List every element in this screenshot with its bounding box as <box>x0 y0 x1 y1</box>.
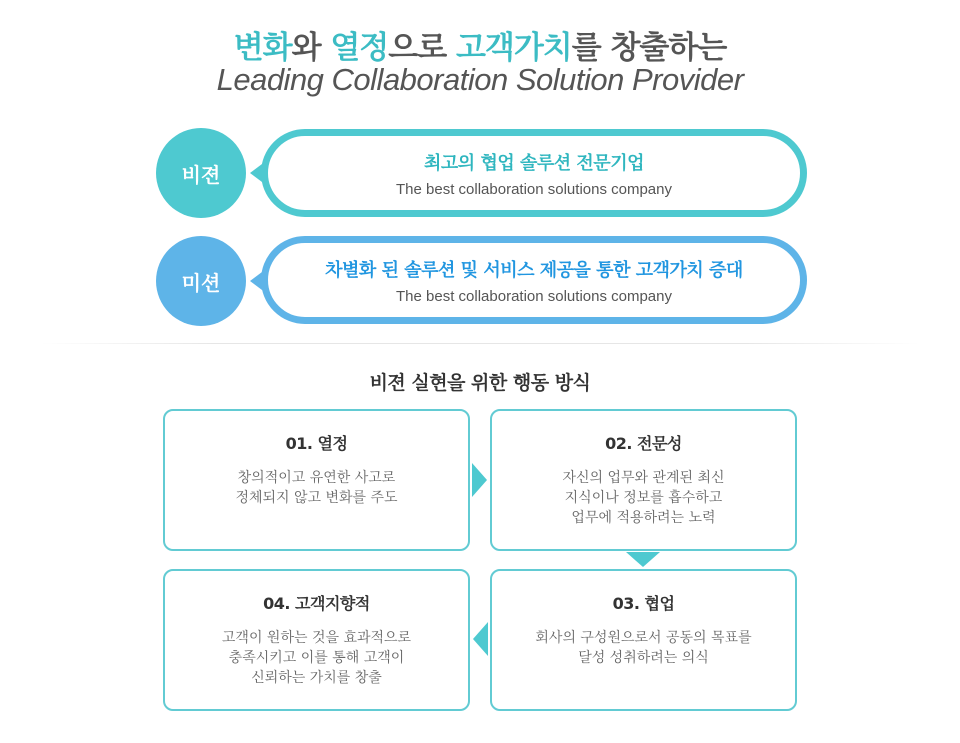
mission-label: 미션 <box>181 270 221 295</box>
headline-english: Leading Collaboration Solution Provider <box>216 62 744 97</box>
step-line: 고객이 원하는 것을 효과적으로 <box>221 630 412 646</box>
arrow-right-icon <box>472 463 487 497</box>
step-description <box>492 468 795 528</box>
mission-title: 차별화 된 솔루션 및 서비스 제공을 통한 고객가치 증대 <box>325 259 743 281</box>
section-divider <box>40 343 920 344</box>
headline-highlight-passion: 열정 <box>330 30 389 66</box>
step-title: 03. 협업 <box>612 594 675 613</box>
step-box-passion <box>163 409 470 551</box>
section-title: 비젼 실현을 위한 행동 방식 <box>369 372 591 394</box>
step-title: 04. 고객지향적 <box>263 594 370 613</box>
step-description <box>492 628 795 668</box>
headline-text-3: 를 창출하는 <box>571 30 727 66</box>
step-line: 업무에 적용하려는 노력 <box>571 510 716 526</box>
step-line: 지식이나 정보를 흡수하고 <box>564 490 723 506</box>
step-line: 회사의 구성원으로서 공동의 목표를 <box>535 630 752 646</box>
vision-title: 최고의 협업 솔루션 전문기업 <box>424 152 644 174</box>
mission-badge <box>156 236 246 326</box>
vision-badge <box>156 128 246 218</box>
step-line: 정체되지 않고 변화를 주도 <box>235 490 398 506</box>
step-line: 신뢰하는 가치를 창출 <box>251 670 382 686</box>
arrow-down-icon <box>626 552 660 567</box>
step-title: 01. 열정 <box>285 434 348 453</box>
vision-label: 비젼 <box>181 162 221 187</box>
step-description <box>165 468 468 508</box>
step-line: 창의적이고 유연한 사고로 <box>237 470 396 486</box>
step-title: 02. 전문성 <box>605 434 682 453</box>
step-box-expertise <box>490 409 797 551</box>
headline-highlight-customer-value: 고객가치 <box>455 30 572 66</box>
headline-text-1: 와 <box>291 30 331 66</box>
step-line: 자신의 업무와 관계된 최신 <box>562 470 725 486</box>
vision-pill <box>261 129 807 217</box>
headline <box>0 22 960 67</box>
step-line: 충족시키고 이를 통해 고객이 <box>228 650 405 666</box>
arrow-left-icon <box>473 622 488 656</box>
headline-text-2: 으로 <box>388 30 456 66</box>
step-box-customer-oriented <box>163 569 470 711</box>
step-box-collaboration <box>490 569 797 711</box>
mission-pill <box>261 236 807 324</box>
vision-subtitle: The best collaboration solutions company <box>396 180 672 198</box>
headline-highlight-change: 변화 <box>233 30 292 66</box>
step-line: 달성 성취하려는 의식 <box>578 650 709 666</box>
step-description <box>165 628 468 688</box>
mission-subtitle: The best collaboration solutions company <box>396 287 672 305</box>
